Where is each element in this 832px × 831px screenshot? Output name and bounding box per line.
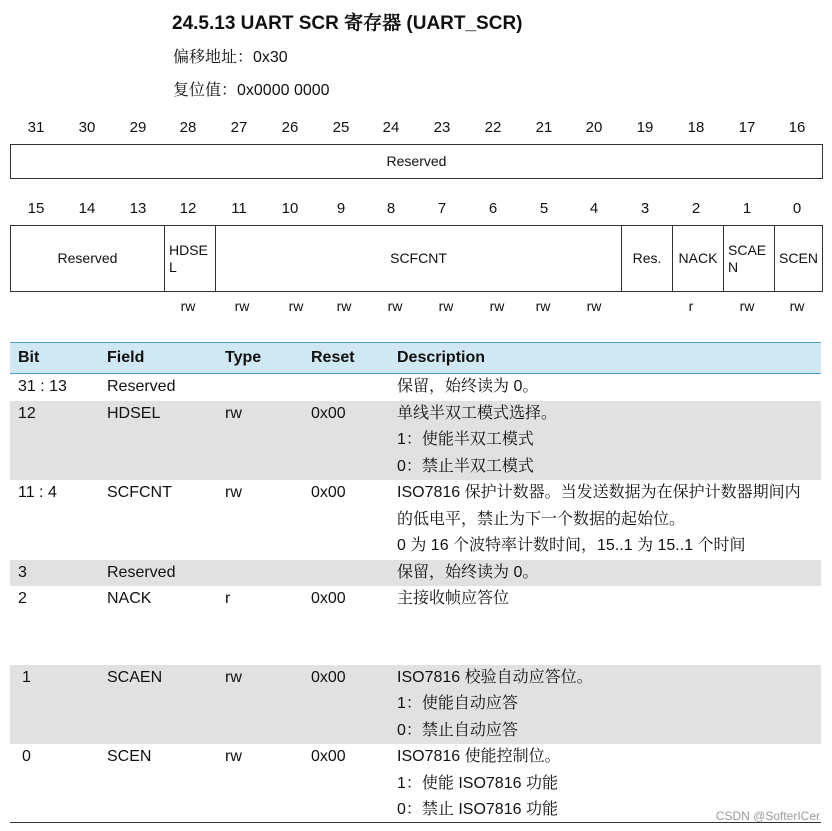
bit-number: 30 — [78, 119, 96, 136]
access-type: rw — [489, 298, 505, 314]
cell-type: rw — [225, 665, 311, 745]
bit-number: 1 — [742, 200, 752, 217]
bit-number: 26 — [281, 119, 299, 136]
upper-bit-numbers — [0, 119, 832, 139]
cell-description — [397, 480, 821, 560]
access-type: rw — [586, 298, 602, 314]
bit-number: 10 — [281, 200, 299, 217]
description-line: 主接收帧应答位 — [397, 590, 510, 607]
access-types-row — [0, 298, 832, 316]
table-row — [10, 586, 821, 613]
bit-number: 19 — [636, 119, 654, 136]
cell-field: SCEN — [107, 748, 152, 765]
cell-description — [397, 374, 821, 401]
cell-field: HDSEL — [107, 401, 225, 481]
bit-number: 25 — [332, 119, 350, 136]
field-scfcnt: SCFCNT — [215, 226, 621, 291]
table-header-row — [10, 343, 821, 374]
cell-description — [397, 586, 821, 613]
bit-number: 8 — [386, 200, 396, 217]
cell-description — [397, 665, 821, 745]
access-type: rw — [535, 298, 551, 314]
lower-bit-numbers — [0, 200, 832, 220]
access-type: r — [688, 298, 694, 314]
cell-reset: 0x00 — [311, 401, 397, 481]
cell-bit: 0 — [22, 748, 31, 765]
offset-address: 偏移地址：0x30 — [173, 49, 288, 66]
bit-number: 2 — [691, 200, 701, 217]
bit-number: 13 — [129, 200, 147, 217]
description-line: 的低电平，禁止为下一个数据的起始位。 — [397, 510, 686, 528]
table-row — [10, 401, 821, 481]
upper-register-row — [10, 144, 823, 179]
cell-bit: 2 — [18, 590, 27, 607]
cell-reset: 0x00 — [311, 484, 346, 501]
bit-number: 27 — [230, 119, 248, 136]
reset-value: 复位值：0x0000 0000 — [173, 82, 330, 99]
cell-field: SCAEN — [107, 665, 225, 745]
bit-number: 4 — [589, 200, 599, 217]
cell-type — [225, 560, 311, 587]
access-type: rw — [288, 298, 304, 314]
description-line: 0 为 16 个波特率计数时间，15..1 为 15..1 个时间 — [397, 537, 746, 554]
access-type: rw — [180, 298, 196, 314]
bit-number: 23 — [433, 119, 451, 136]
bit-number: 0 — [792, 200, 802, 217]
field-reserved-upper: Reserved — [386, 153, 447, 169]
cell-type: rw — [225, 484, 242, 501]
bit-number: 15 — [27, 200, 45, 217]
bit-number: 5 — [539, 200, 549, 217]
bit-number: 29 — [129, 119, 147, 136]
access-type: rw — [438, 298, 454, 314]
table-row — [10, 744, 821, 824]
access-type: rw — [387, 298, 403, 314]
description-line: 保留，始终读为 0。 — [397, 378, 539, 395]
description-line: 0：禁止自动应答 — [397, 721, 518, 739]
cell-bit: 3 — [10, 560, 107, 587]
access-type: rw — [739, 298, 755, 314]
field-scen: SCEN — [774, 226, 822, 291]
description-line: 0：禁止半双工模式 — [397, 457, 534, 475]
bit-number: 3 — [640, 200, 650, 217]
table-row — [10, 480, 821, 560]
bit-number: 9 — [336, 200, 346, 217]
table-row — [10, 374, 821, 401]
cell-field: Reserved — [107, 560, 225, 587]
bit-number: 20 — [585, 119, 603, 136]
cell-reset: 0x00 — [311, 748, 346, 765]
table-row — [10, 665, 821, 745]
bit-number: 16 — [788, 119, 806, 136]
description-line: 1：使能 ISO7816 功能 — [397, 774, 558, 792]
lower-register-row — [10, 225, 823, 292]
bit-number: 18 — [687, 119, 705, 136]
description-line: 保留，始终读为 0。 — [397, 563, 539, 581]
cell-type: rw — [225, 748, 242, 765]
bit-number: 28 — [179, 119, 197, 136]
cell-type — [225, 374, 311, 401]
field-nack: NACK — [672, 226, 723, 291]
access-type: rw — [336, 298, 352, 314]
field-res: Res. — [621, 226, 672, 291]
cell-bit: 31 : 13 — [18, 378, 67, 395]
cell-field: NACK — [107, 590, 152, 607]
bit-number: 22 — [484, 119, 502, 136]
header-type: Type — [225, 343, 311, 374]
bit-number: 21 — [535, 119, 553, 136]
bit-number: 6 — [488, 200, 498, 217]
table-bottom-rule — [10, 822, 821, 823]
description-line: ISO7816 使能控制位。 — [397, 748, 561, 765]
field-hdsel: HDSEL — [164, 226, 215, 291]
register-description-table — [10, 342, 821, 824]
bit-number: 31 — [27, 119, 45, 136]
bit-number: 7 — [437, 200, 447, 217]
bit-number: 24 — [382, 119, 400, 136]
description-line: 1：使能自动应答 — [397, 695, 518, 712]
cell-description — [397, 401, 821, 481]
header-reset: Reset — [311, 343, 397, 374]
cell-type: rw — [225, 401, 311, 481]
cell-reset — [311, 560, 397, 587]
field-reserved-lower: Reserved — [57, 250, 118, 266]
bit-number: 12 — [179, 200, 197, 217]
table-spacer — [10, 613, 821, 665]
access-type: rw — [234, 298, 250, 314]
cell-reset: 0x00 — [311, 665, 397, 745]
bit-number: 17 — [738, 119, 756, 136]
cell-bit: 11 : 4 — [18, 484, 57, 501]
watermark: CSDN @SofterICer — [715, 809, 820, 823]
access-type: rw — [789, 298, 805, 314]
description-line: 1：使能半双工模式 — [397, 431, 534, 448]
bit-number: 14 — [78, 200, 96, 217]
cell-description — [397, 560, 821, 587]
cell-reset — [311, 374, 397, 401]
description-line: 0：禁止 ISO7816 功能 — [397, 801, 558, 818]
cell-reset: 0x00 — [311, 590, 346, 607]
header-bit: Bit — [10, 343, 107, 374]
description-line: 单线半双工模式选择。 — [397, 404, 558, 422]
cell-type: r — [225, 590, 231, 607]
field-scaen: SCAEN — [723, 226, 774, 291]
header-description: Description — [397, 343, 821, 374]
description-line: ISO7816 校验自动应答位。 — [397, 668, 593, 686]
page-title: 24.5.13 UART SCR 寄存器 (UART_SCR) — [172, 13, 523, 34]
table-row — [10, 560, 821, 587]
description-line: ISO7816 保护计数器。当发送数据为在保护计数器期间内 — [397, 484, 801, 501]
cell-bit: 12 — [10, 401, 107, 481]
bit-number: 11 — [231, 200, 247, 217]
cell-bit: 1 — [10, 665, 107, 745]
header-field: Field — [107, 343, 225, 374]
cell-field: SCFCNT — [107, 484, 172, 501]
cell-field: Reserved — [107, 378, 176, 395]
